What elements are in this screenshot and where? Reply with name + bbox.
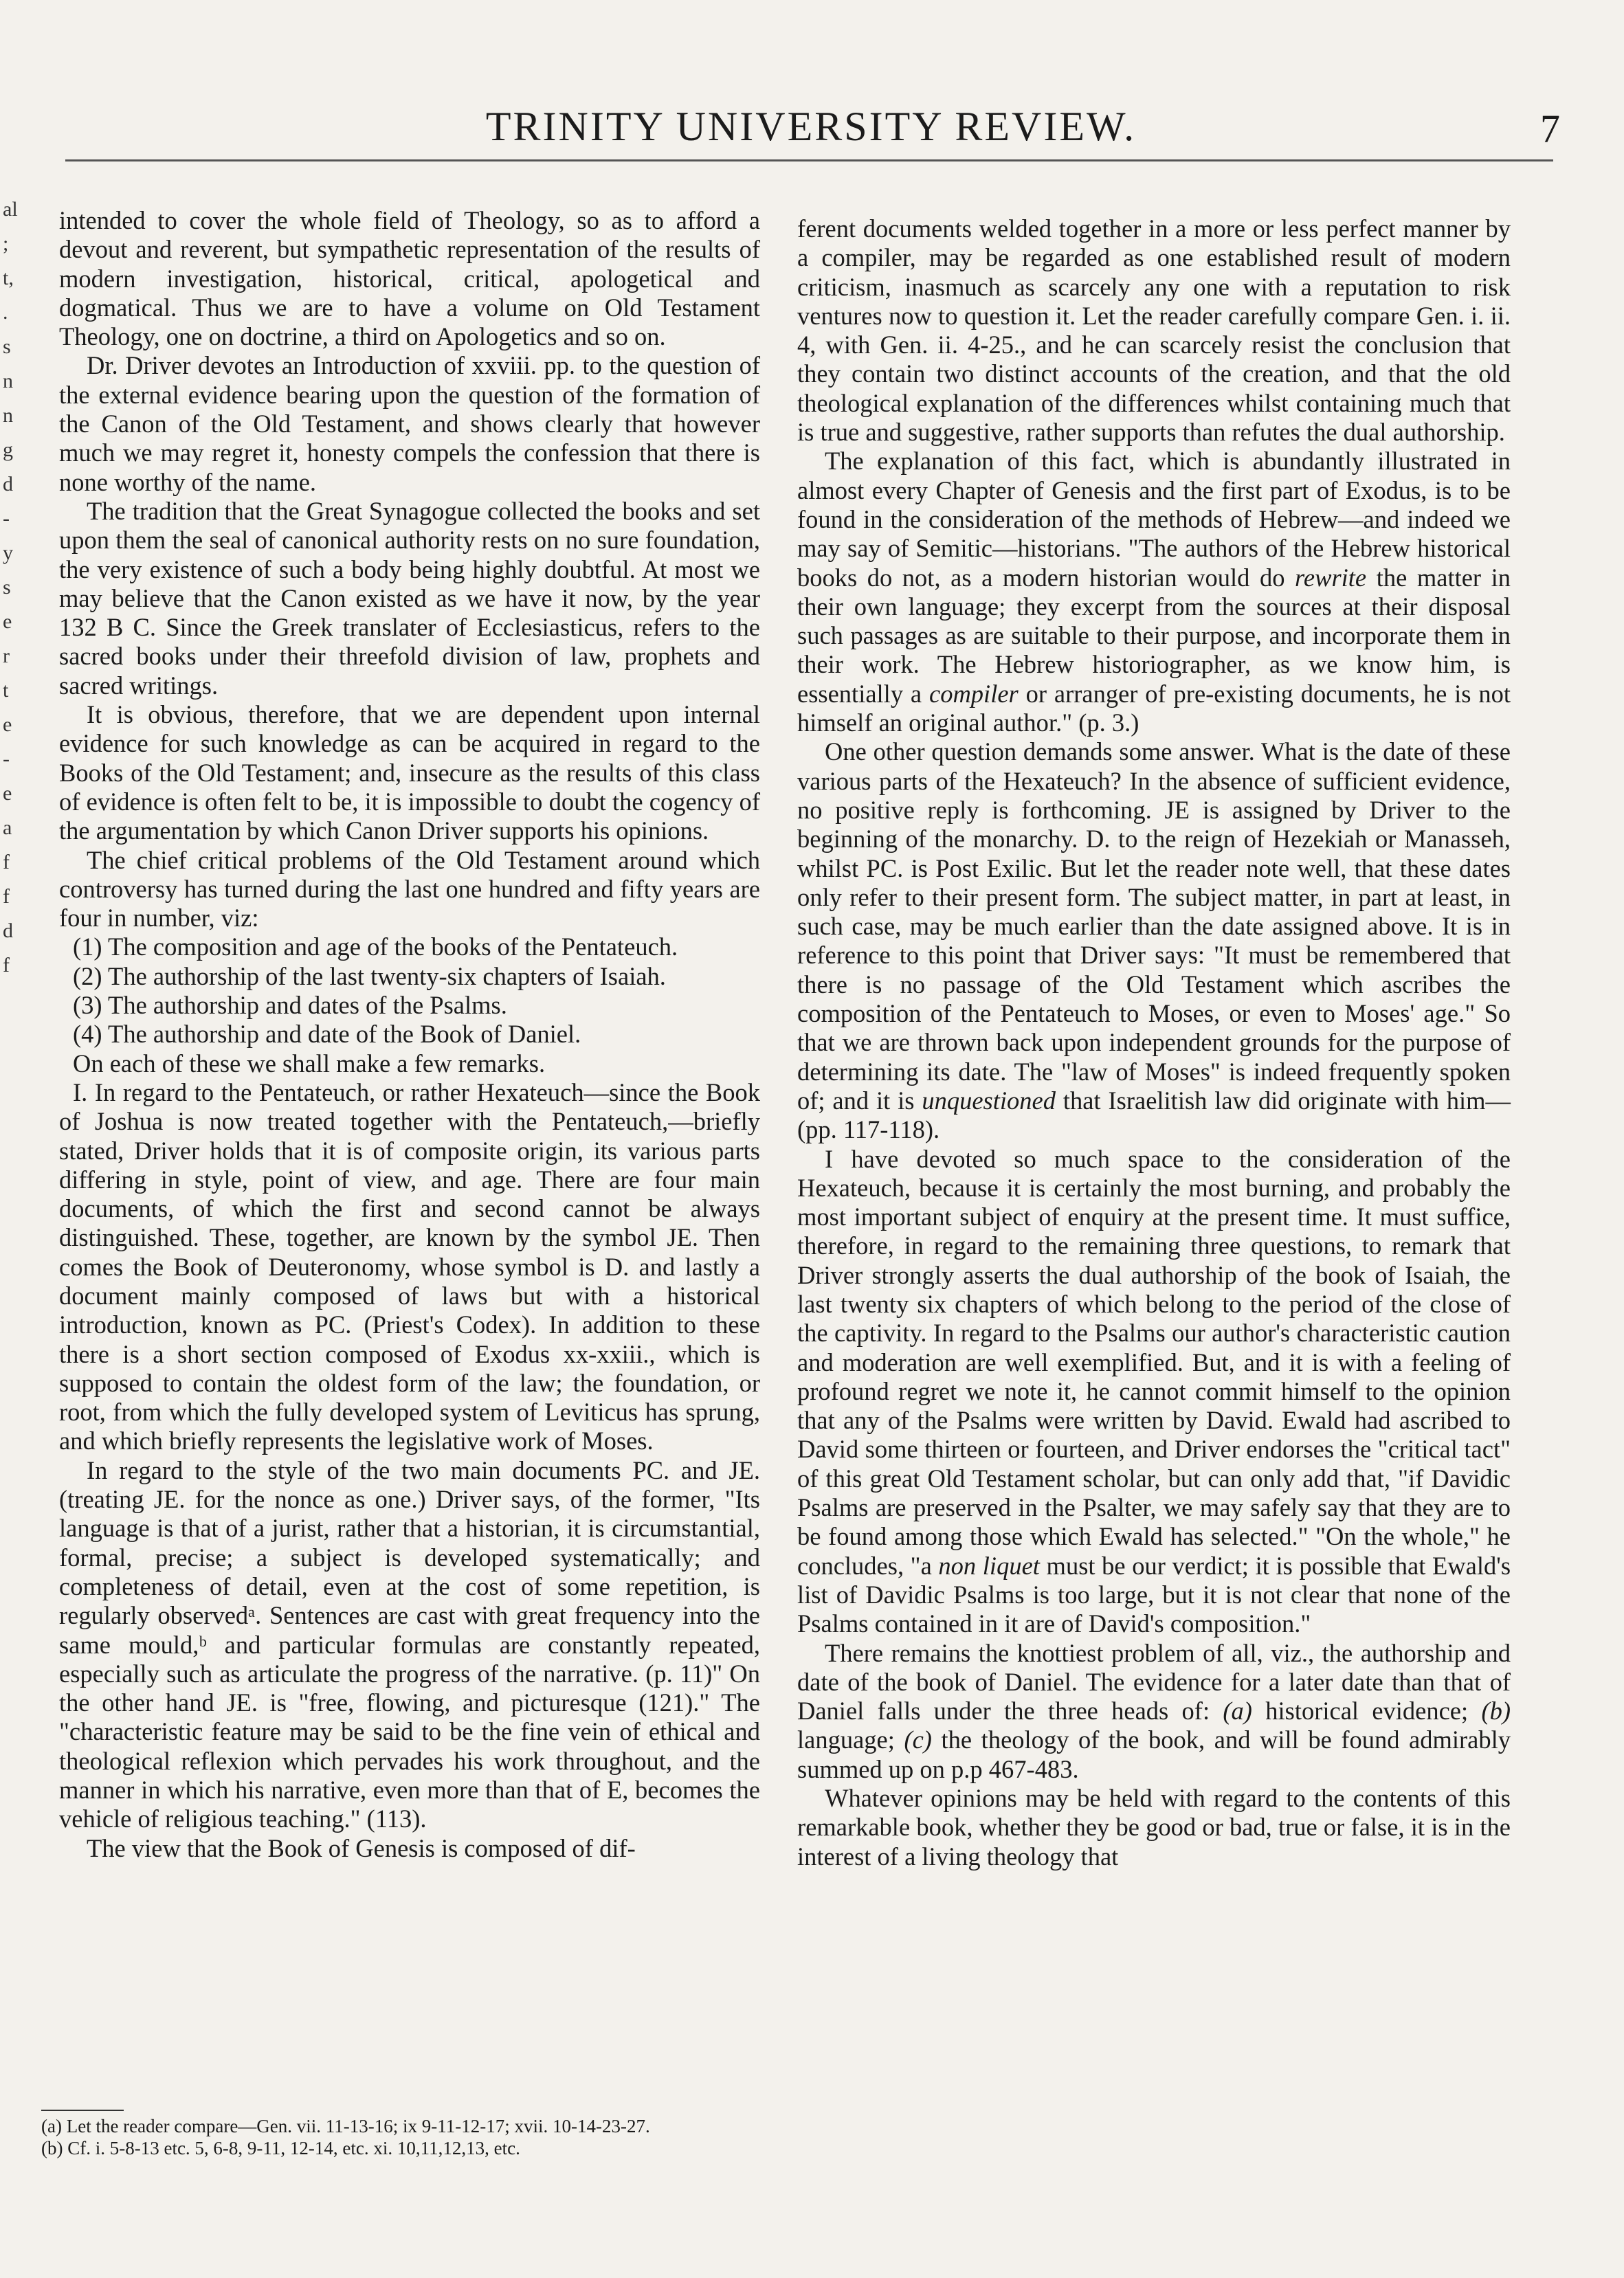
gutter-mark: ;: [3, 232, 9, 255]
paragraph: It is obvious, therefore, that we are dependent upon internal evidence for such knowledge as can be acquired in regard to the Books of the Old Testament; and, insecure as the results of this class of evidence is often felt to be, it is impossible to doubt the cogency of the argumentation by which Canon Driver supports his opinions.: [59, 700, 760, 845]
paragraph: [797, 447, 1511, 737]
text-run: language;: [797, 1726, 895, 1754]
page-number: 7: [1540, 107, 1560, 151]
running-header: [62, 103, 1560, 165]
footnote-a: (a) Let the reader compare—Gen. vii. 11-13-16; ix 9-11-12-17; xvii. 10-14-23-27.: [41, 2116, 650, 2136]
gutter-mark: g: [3, 438, 13, 461]
paragraph: ferent documents welded together in a more or less perfect manner by a compiler, may be regarded as one established result of modern criticism, inasmuch as scarcely any one with a reputation to risk ventures now to question it. Let the reader carefully compare Gen. i. ii. 4, with Gen. ii. 4-25., and he can scarcely resist the conclusion that they contain two distinct accounts of the creation, and that the old theological explanation of the differences whilst containing much that is true and suggestive, rather supports than refutes the dual authorship.: [797, 214, 1511, 447]
journal-title: TRINITY UNIVERSITY REVIEW.: [485, 104, 1137, 149]
right-column: [797, 214, 1511, 1871]
text-run: One other question demands some answer. What is the date of these various parts of the Hexateuch? In the absence of sufficient evidence, no positive reply is forthcoming. JE is assigned by Driver to the beginning of the monarchy. D. to the reign of Hezekiah or Manasseh, whilst PC. is Post Exilic. But let the reader note well, that these dates only refer to their present form. The subject matter, in part at least, in such case, may be much earlier than the date assigned above. It is in reference to this point that Driver says: "It must be remembered that there is no passage of the Old Testament which ascribes the composition of the Pentateuch to Moses, or even to Moses' age." So that we are thrown back upon independent grounds for the purpose of determining its date. The "law of Moses" is indeed frequently spoken of; and it is: [797, 737, 1511, 1115]
emphasis: compiler: [929, 679, 1019, 708]
text-run: the matter in their own language; they excerpt from the sources at their disposal such passages as are suitable to their purpose, and incorporate them in their work. The Hebrew historiographer, as we know him, is essentially a: [797, 563, 1511, 708]
gutter-mark: r: [3, 645, 10, 667]
gutter-mark: f: [3, 954, 10, 976]
paragraph: The tradition that the Great Synagogue collected the books and set upon them the seal of canonical authority rests on no sure foundation, the very existence of such a body being highly doubtful. At most we may believe that the Canon existed as we have it now, by the year 132 B C. Since the Greek translater of Ecclesiasticus, refers to the sacred books under their threefold division of law, prophets and sacred writings.: [59, 496, 760, 700]
list-item: (3) The authorship and dates of the Psalms.: [73, 991, 507, 1020]
gutter-mark: f: [3, 885, 10, 908]
left-column: [59, 206, 760, 1863]
text-run: I have devoted so much space to the consideration of the Hexateuch, because it is certainly the most burning, and probably the most important subject of enquiry at the present time. It must suffice, therefore, in regard to the remaining three questions, to remark that Driver strongly asserts the dual authorship of the book of Isaiah, the last twenty six chapters of which belong to the period of the close of the captivity. In regard to the Psalms our author's characteristic caution and moderation are well exemplified. But, and it is with a feeling of profound regret we note it, he cannot commit himself to the opinion that any of the Psalms were written by David. Ewald had ascribed to David some thirteen or fourteen, and Driver endorses the "critical tact" of this great Old Testament scholar, but can only add that, "if Davidic Psalms are preserved in the Psalter, we may safely say that they are to be found among those which Ewald has selected." "On the whole," he concludes, "a: [797, 1144, 1511, 1580]
emphasis: non liquet: [938, 1551, 1040, 1580]
emphasis: (a): [1223, 1697, 1252, 1726]
paragraph: [797, 1145, 1511, 1639]
gutter-mark: al: [3, 198, 18, 221]
paragraph: Whatever opinions may be held with regard to the contents of this remarkable book, whether they be good or bad, true or false, it is in the interest of a living theology that: [797, 1784, 1511, 1871]
gutter-mark: e: [3, 610, 12, 633]
gutter-mark: f: [3, 851, 10, 873]
paragraph: intended to cover the whole field of Theology, so as to afford a devout and reverent, but sympathetic representation of the results of modern investigation, historical, critical, apologetical and dogmatical. Thus we are to have a volume on Old Testament Theology, one on doctrine, a third on Apologetics and so on.: [59, 206, 760, 351]
paragraph: Dr. Driver devotes an Introduction of xxviii. pp. to the question of the external evidence bearing upon the question of the formation of the Canon of the Old Testament, and shows clearly that however much we may regret it, honesty compels the confession that there is none worthy of the name.: [59, 351, 760, 496]
header-rule: [65, 159, 1553, 161]
gutter-mark: d: [3, 919, 13, 942]
text-run: the theology of the book, and will be found admirably summed up on p.p 467-483.: [797, 1726, 1511, 1783]
emphasis: unquestioned: [922, 1086, 1056, 1115]
gutter-mark: -: [3, 748, 10, 770]
gutter-mark: y: [3, 541, 13, 564]
paragraph: The view that the Book of Genesis is composed of dif-: [87, 1833, 636, 1862]
emphasis: (c): [904, 1726, 932, 1754]
emphasis: rewrite: [1295, 563, 1367, 592]
list-item: (4) The authorship and date of the Book of Daniel.: [73, 1020, 581, 1049]
gutter-mark: e: [3, 782, 12, 805]
gutter-mark: -: [3, 507, 10, 530]
gutter-mark: d: [3, 473, 13, 495]
gutter-mark: t: [3, 679, 9, 702]
text-run: must be our verdict; it is possible that Ewald's list of Davidic Psalms is too large, but it is not clear that none of the Psalms contained in it are of David's composition.": [797, 1551, 1511, 1638]
text-run: There remains the knottiest problem of all, viz., the authorship and date of the book of Daniel. The evidence for a later date than that of Daniel falls under the three heads of:: [797, 1638, 1511, 1726]
paragraph: [797, 737, 1511, 1144]
list-item: (1) The composition and age of the books of the Pentateuch.: [73, 933, 678, 961]
paragraph: The chief critical problems of the Old Testament around which controversy has turned during the last one hundred and fifty years are four in number, viz:: [59, 845, 760, 933]
text-run: The explanation of this fact, which is abundantly illustrated in almost every Chapter of Genesis and the first part of Exodus, is to be found in the consideration of the methods of Hebrew—and indeed we may say of Semitic—historians. "The authors of the Hebrew historical books do not, as a modern historian would do: [797, 447, 1511, 592]
gutter-mark: n: [3, 370, 13, 392]
gutter-mark: .: [3, 301, 8, 324]
gutter-mark: s: [3, 576, 11, 599]
text-run: or arranger of pre-existing documents, he is not himself an original author." (p. 3.): [797, 679, 1511, 737]
footnote-b: (b) Cf. i. 5-8-13 etc. 5, 6-8, 9-11, 12-14, etc. xi. 10,11,12,13, etc.: [41, 2138, 520, 2158]
text-run: historical evidence;: [1265, 1697, 1469, 1726]
gutter-mark: n: [3, 404, 13, 427]
paragraph: I. In regard to the Pentateuch, or rather Hexateuch—since the Book of Joshua is now treated together with the Pentateuch,—briefly stated, Driver holds that it is of composite origin, its various parts differing in style, point of view, and age. There are four main documents, of which the first and second cannot be always distinguished. These, together, are known by the symbol JE. Then comes the Book of Deuteronomy, whose symbol is D. and lastly a document mainly composed of laws but with a historical introduction, known as PC. (Priest's Codex). In addition to these there is a short section composed of Exodus xx-xxiii., which is supposed to contain the oldest form of the law; the foundation, or root, from which the fully developed system of Leviticus has sprung, and which briefly represents the legislative work of Moses.: [59, 1077, 760, 1455]
footnotes: [41, 2110, 756, 2159]
emphasis: (b): [1481, 1697, 1511, 1726]
gutter-fragments: [3, 192, 30, 983]
gutter-mark: e: [3, 713, 12, 736]
paragraph: In regard to the style of the two main documents PC. and JE. (treating JE. for the nonce as one.) Driver says, of the former, "Its language is that of a jurist, rather that a historian, it is circumstantial, formal, precise; a subject is developed systematically; and completeness of detail, even at the cost of some repetition, is regularly observedᵃ. Sentences are cast with great frequency into the same mould,ᵇ and particular formulas are constantly repeated, especially such as articulate the progress of the narrative. (p. 11)" On the other hand JE. is "free, flowing, and picturesque (121)." The "characteristic feature may be said to be the fine vein of ethical and theological reflexion which pervades his work throughout, and the manner in which his narrative, even more than that of E, becomes the vehicle of religious teaching." (113).: [59, 1455, 760, 1833]
paragraph: [797, 1639, 1511, 1784]
footnote-rule: [41, 2110, 124, 2111]
gutter-mark: s: [3, 335, 11, 358]
list-item: (2) The authorship of the last twenty-six chapters of Isaiah.: [73, 961, 666, 990]
paragraph: On each of these we shall make a few remarks.: [73, 1049, 546, 1077]
gutter-mark: t,: [3, 267, 14, 289]
text-run: that Israelitish law did originate with him—(pp. 117-118).: [797, 1086, 1511, 1144]
gutter-mark: a: [3, 816, 12, 839]
